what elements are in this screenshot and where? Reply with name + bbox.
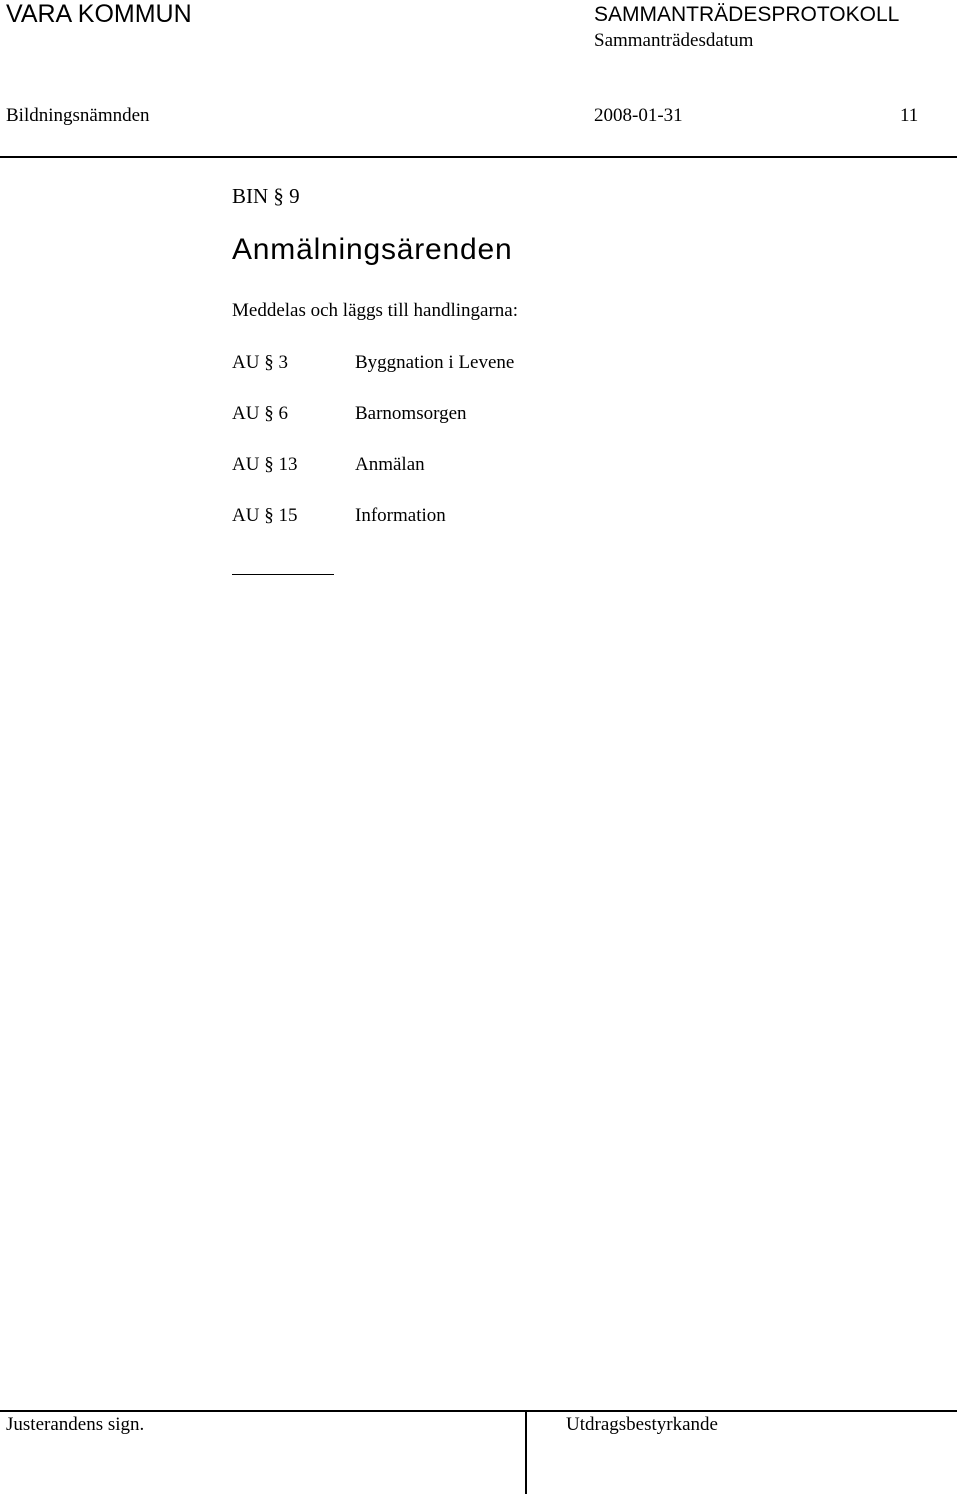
item-reference: AU § 6 bbox=[232, 403, 288, 424]
committee-name: Bildningsnämnden bbox=[6, 105, 150, 126]
page-number: 11 bbox=[900, 105, 919, 126]
document-type: SAMMANTRÄDESPROTOKOLL bbox=[594, 3, 900, 26]
header-divider bbox=[0, 156, 957, 158]
item-title: Anmälan bbox=[355, 454, 425, 475]
org-name: VARA KOMMUN bbox=[6, 0, 192, 28]
item-reference: AU § 13 bbox=[232, 454, 298, 475]
section-intro: Meddelas och läggs till handlingarna: bbox=[232, 300, 518, 321]
section-end-rule bbox=[232, 574, 334, 575]
section-reference: BIN § 9 bbox=[232, 184, 300, 208]
item-reference: AU § 15 bbox=[232, 505, 298, 526]
item-reference: AU § 3 bbox=[232, 352, 288, 373]
footer-divider bbox=[0, 1410, 957, 1412]
item-title: Barnomsorgen bbox=[355, 403, 467, 424]
signature-label: Justerandens sign. bbox=[6, 1414, 145, 1435]
footer-column-divider bbox=[525, 1411, 527, 1494]
certification-label: Utdragsbestyrkande bbox=[566, 1414, 718, 1435]
meeting-date: 2008-01-31 bbox=[594, 105, 683, 126]
meeting-date-label: Sammanträdesdatum bbox=[594, 30, 754, 51]
item-title: Information bbox=[355, 505, 446, 526]
item-title: Byggnation i Levene bbox=[355, 352, 515, 373]
section-title: Anmälningsärenden bbox=[232, 233, 513, 266]
